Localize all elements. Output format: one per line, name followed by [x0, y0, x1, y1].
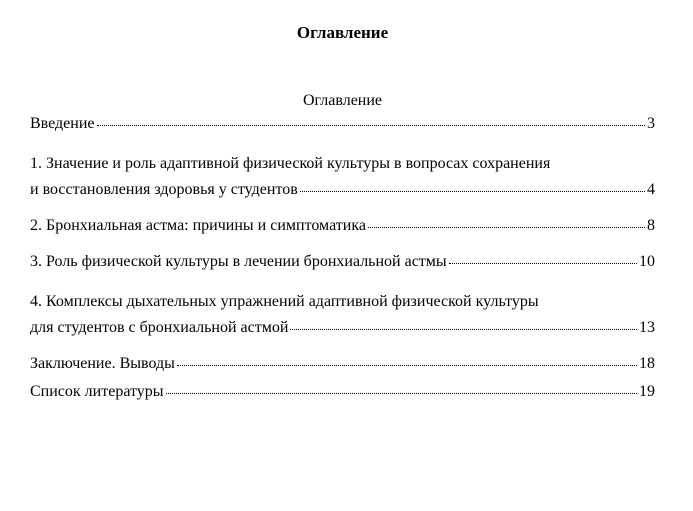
toc-entry-text: Введение: [30, 115, 95, 132]
toc-page-number: 18: [639, 355, 655, 372]
toc-entry-conclusion[interactable]: [30, 353, 655, 377]
page-title: Оглавление: [296, 23, 389, 42]
toc-entry-text-line1: 1. Значение и роль адаптивной физической культуры в вопросах сохранения: [30, 155, 551, 172]
dot-leader: [166, 382, 637, 396]
toc-entry-chapter-1[interactable]: [30, 149, 655, 203]
dot-leader: [290, 318, 637, 332]
toc-heading: Оглавление: [302, 92, 383, 109]
toc-entry-text: 3. Роль физической культуры в лечении бронхиальной астмы: [30, 253, 447, 270]
toc-page-number: 19: [639, 383, 655, 400]
toc-page-number: 10: [639, 253, 655, 270]
dot-leader: [177, 354, 637, 368]
table-of-contents: [30, 113, 655, 405]
toc-page-number: 3: [647, 115, 655, 132]
toc-entry-introduction[interactable]: [30, 113, 655, 137]
toc-entry-text: 2. Бронхиальная астма: причины и симптоматика: [30, 217, 366, 234]
toc-entry-text: Список литературы: [30, 383, 164, 400]
dot-leader: [449, 252, 637, 266]
toc-entry-text: Заключение. Выводы: [30, 355, 175, 372]
dot-leader: [97, 114, 646, 128]
toc-entry-text: и восстановления здоровья у студентов: [30, 181, 298, 198]
dot-leader: [368, 216, 645, 230]
toc-entry-chapter-3[interactable]: [30, 251, 655, 275]
toc-entry-text-line1: 4. Комплексы дыхательных упражнений адаптивной физической культуры: [30, 293, 539, 310]
dot-leader: [300, 180, 645, 194]
toc-entry-text: для студентов с бронхиальной астмой: [30, 319, 289, 336]
toc-entry-chapter-2[interactable]: [30, 215, 655, 239]
toc-page-number: 4: [647, 181, 655, 198]
toc-page-number: 8: [647, 217, 655, 234]
toc-entry-chapter-4[interactable]: [30, 287, 655, 341]
toc-page-number: 13: [639, 319, 655, 336]
toc-entry-bibliography[interactable]: [30, 381, 655, 405]
